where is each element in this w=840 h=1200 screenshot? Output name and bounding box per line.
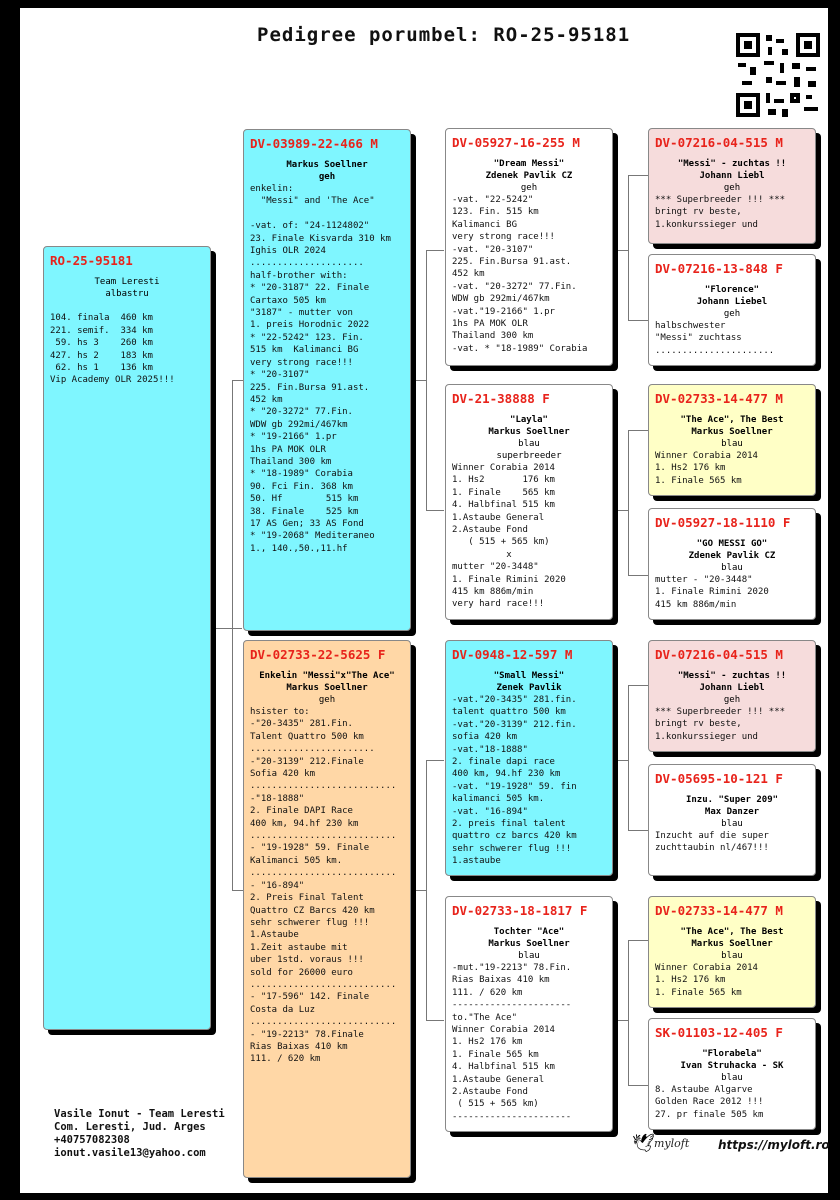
card-gg-5[interactable] [648, 640, 816, 752]
breeder-info: Tochter "Ace" Markus Soellner [488, 927, 570, 949]
breeder-info: "The Ace", The Best Markus Soellner [680, 927, 784, 949]
ring-number: DV-03989-22-466 M [250, 136, 378, 151]
breeder-info: "Messi" - zuchtas !! Johann Liebl [677, 671, 787, 693]
results: halbschwester "Messi" zuchtass ...................... [655, 321, 775, 356]
color-info: blau superbreeder [496, 439, 562, 461]
results: *** Superbreeder !!! *** bringt rv beste, 1.konkurssieger und [655, 195, 786, 230]
results: 104. finala 460 km 221. semif. 334 km 59. hs 3 260 km 427. hs 2 183 km 62. hs 1 136 km Vip Academy OLR 2025!!! [50, 313, 175, 386]
connector [212, 251, 213, 1031]
connector [614, 510, 628, 511]
ring-number: DV-02733-14-477 M [655, 391, 783, 406]
ring-number: DV-02733-18-1817 F [452, 903, 588, 918]
results: -vat."20-3435" 281.fin. talent quattro 500 km -vat."20-3139" 212.fin. sofia 420 km -vat."18-1888" 2. finale dapi race 400 km, 94.hf 230 km -vat. "19-1928" 59. fin kalimanci 505 km. -vat. "16-894" 2. preis final talent quattro cz barcs 420 km sehr schwerer flug !!! 1.astaube [452, 695, 577, 867]
card-gg-7[interactable] [648, 896, 816, 1008]
color-info: geh [723, 183, 741, 193]
card-sire-dam[interactable] [445, 384, 613, 620]
connector [628, 575, 648, 576]
qr-code [736, 33, 820, 117]
breeder-info: Markus Soellner geh [286, 160, 368, 182]
connector [628, 830, 648, 831]
card-gg-2[interactable] [648, 254, 816, 366]
connector [426, 1020, 444, 1021]
page-title: Pedigree porumbel: RO-25-95181 [257, 24, 631, 46]
connector [412, 380, 426, 381]
card-main-pigeon[interactable] [43, 246, 211, 1030]
breeder-info: "GO MESSI GO" Zdenek Pavlik CZ [688, 539, 776, 561]
results: Inzucht auf die super zuchttaubin nl/467!!! [655, 831, 769, 854]
card-gg-1[interactable] [648, 128, 816, 244]
ring-number: DV-02733-22-5625 F [250, 647, 386, 662]
results: *** Superbreeder !!! *** bringt rv beste, 1.konkurssieger und [655, 707, 786, 742]
results: 8. Astaube Algarve Golden Race 2012 !!! 27. pr finale 505 km [655, 1085, 764, 1120]
color-info: blau [721, 819, 743, 829]
results: -vat. "22-5242" 123. Fin. 515 km Kalimanci BG very strong race!!! -vat. "20-3107" 225. Fin.Bursa 91.ast. 452 km -vat. "20-3272" 77.Fin. WDW gb 292mi/467km -vat."19-2166" 1.pr 1hs PA MOK OLR Thailand 300 km -vat. * "18-1989" Corabia [452, 195, 588, 354]
breeder-info: Enkelin "Messi"x"The Ace" Markus Soellner [259, 671, 395, 693]
card-gg-6[interactable] [648, 764, 816, 876]
breeder-info: "The Ace", The Best Markus Soellner [680, 415, 784, 437]
ring-number: DV-05927-16-255 M [452, 135, 580, 150]
ring-number: SK-01103-12-405 F [655, 1025, 783, 1040]
ring-number: DV-02733-14-477 M [655, 903, 783, 918]
breeder-info: "Florabela" Ivan Struhacka - SK [680, 1049, 784, 1071]
owner-contact: Vasile Ionut - Team Leresti Com. Leresti, Jud. Arges +40757082308 ionut.vasile13@yahoo.com [54, 1108, 225, 1159]
color-info: geh [723, 309, 741, 319]
brand-url[interactable]: https://myloft.ro [718, 1138, 830, 1152]
ring-number: DV-0948-12-597 M [452, 647, 573, 662]
results: -mut."19-2213" 78.Fin. Rias Baixas 410 km 111. / 620 km ---------------------- to."The Ace" Winner Corabia 2014 1. Hs2 176 km 1. Finale 565 km 4. Halbfinal 515 km 1.Astaube General 2.Astaube Fond ( 515 + 565 km) ---------------------- [452, 963, 572, 1122]
connector [212, 628, 242, 629]
connector [628, 685, 629, 830]
connector [426, 760, 444, 761]
connector [628, 1085, 648, 1086]
connector [232, 380, 233, 890]
pigeon-logo-icon: 🕊 [632, 1133, 655, 1154]
connector [628, 940, 629, 1085]
connector [426, 250, 427, 510]
ring-number: DV-07216-04-515 M [655, 647, 783, 662]
connector [614, 250, 628, 251]
ring-number: DV-07216-13-848 F [655, 261, 783, 276]
breeder-info: Inzu. "Super 209" Max Danzer [685, 795, 779, 817]
color-info: geh [723, 695, 741, 705]
connector [412, 890, 426, 891]
breeder-info: "Dream Messi" Zdenek Pavlik CZ [485, 159, 573, 181]
card-sire[interactable] [243, 129, 411, 631]
results: Winner Corabia 2014 1. Hs2 176 km 1. Finale 565 km [655, 963, 758, 998]
connector [628, 430, 629, 575]
results: hsister to: -"20-3435" 281.Fin. Talent Quattro 500 km ....................... -"20-3139" 212.Finale Sofia 420 km ........................... -"18-1888" 2. Finale DAPI Race 400 km, 94.hf 230 km ........................... - "19-1928" 59. Finale Kalimanci 505 km. ........................... - "16-894" 2. Preis Final Talent Quattro CZ Barcs 420 km sehr schwerer flug !!! 1.Astaube 1.Zeit astaube mit uber 1std. voraus !!! sold for 26000 euro ........................... - "17-596" 142. Finale Costa da Luz ........................... - "19-2213" 78.Finale Rias Baixas 410 km 111. / 620 km [250, 707, 397, 1065]
results: enkelin: "Messi" and 'The Ace" -vat. of: "24-1124802" 23. Finale Kisvarda 310 km Ighis OLR 2024 ..................... half-brother with: * "20-3187" 22. Finale Cartaxo 505 km "3187" - mutter von 1. preis Horodnic 2022 * "22-5242" 123. Fin. 515 km Kalimanci BG very strong race!!! * "20-3107" 225. Fin.Bursa 91.ast. 452 km * "20-3272" 77.Fin. WDW gb 292mi/467km * "19-2166" 1.pr 1hs PA MOK OLR Thailand 300 km * "18-1989" Corabia 90. Fci Fin. 368 km 50. Hf 515 km 38. Finale 525 km 17 AS Gen; 33 AS Fond * "19-2068" Mediteraneo 1., 140.,50.,11.hf [250, 184, 391, 554]
card-gg-3[interactable] [648, 384, 816, 496]
connector [628, 320, 648, 321]
connector [614, 1020, 628, 1021]
results: mutter - "20-3448" 1. Finale Rimini 2020 415 km 886m/min [655, 575, 769, 610]
ring-number: RO-25-95181 [50, 253, 133, 268]
card-gg-8[interactable] [648, 1018, 816, 1130]
breeder-info: "Florence" Johann Liebel [696, 285, 768, 307]
ring-number: DV-05695-10-121 F [655, 771, 783, 786]
card-dam-dam[interactable] [445, 896, 613, 1132]
connector [628, 430, 648, 431]
card-dam[interactable] [243, 640, 411, 1178]
color-info: blau [721, 1073, 743, 1083]
connector [426, 760, 427, 1020]
connector [628, 685, 648, 686]
breeder-info: "Layla" Markus Soellner [488, 415, 570, 437]
ring-number: DV-05927-18-1110 F [655, 515, 791, 530]
breeder-info: "Messi" - zuchtas !! Johann Liebl [677, 159, 787, 181]
color-info: geh [520, 183, 538, 193]
brand-logo: myloft [654, 1137, 690, 1150]
card-dam-sire[interactable] [445, 640, 613, 876]
connector [426, 250, 444, 251]
owner-info: Team Leresti albastru [94, 277, 160, 299]
color-info: blau [721, 951, 743, 961]
card-gg-4[interactable] [648, 508, 816, 620]
card-sire-sire[interactable] [445, 128, 613, 366]
color-info: blau [721, 563, 743, 573]
connector [628, 175, 648, 176]
results: Winner Corabia 2014 1. Hs2 176 km 1. Finale 565 km 4. Halbfinal 515 km 1.Astaube General 2.Astaube Fond ( 515 + 565 km) x mutter "20-3448" 1. Finale Rimini 2020 415 km 886m/min very hard race!!! [452, 463, 566, 610]
connector [614, 760, 628, 761]
ring-number: DV-21-38888 F [452, 391, 550, 406]
connector [426, 510, 444, 511]
color-info: geh [318, 695, 336, 705]
color-info: blau [518, 951, 540, 961]
results: Winner Corabia 2014 1. Hs2 176 km 1. Finale 565 km [655, 451, 758, 486]
connector [628, 940, 648, 941]
color-info: blau [721, 439, 743, 449]
connector [628, 175, 629, 320]
breeder-info: "Small Messi" Zenek Pavlik [493, 671, 565, 693]
ring-number: DV-07216-04-515 M [655, 135, 783, 150]
